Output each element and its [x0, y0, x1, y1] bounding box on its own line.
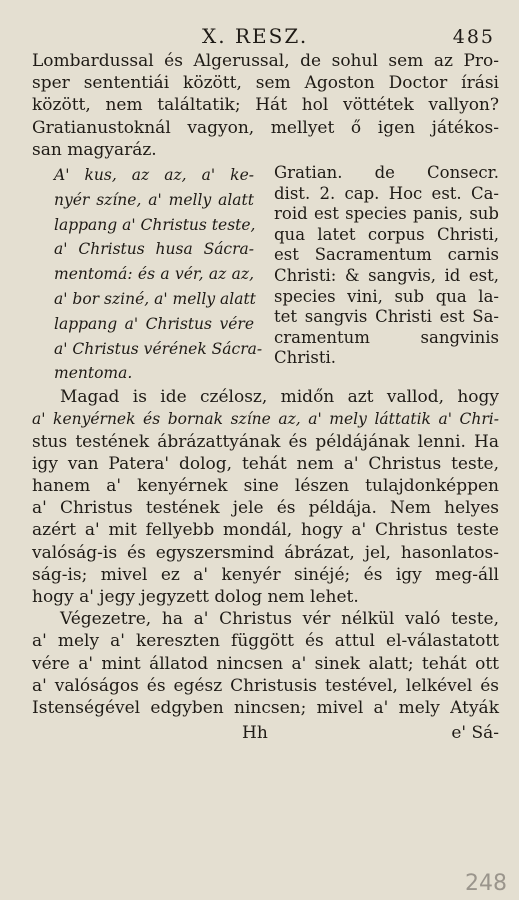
- quote-line: Gratian. de Consecr.: [274, 163, 499, 183]
- text-line: a' mely a' kereszten függött és attul el-válastatott: [32, 631, 499, 652]
- chapter-heading: X. RESZ.: [202, 24, 309, 48]
- quote-line: Christi.: [274, 348, 337, 368]
- quote-line: a' Christus vérének Sácra-: [54, 339, 263, 358]
- page-number: 485: [452, 26, 495, 48]
- body-paragraphs: [32, 386, 499, 719]
- two-column-quote: [32, 163, 499, 386]
- latin-quote-column: [254, 163, 499, 386]
- quote-line: roid est species panis, sub: [274, 204, 499, 224]
- quote-line: Christi: & sangvis, id est,: [274, 265, 499, 285]
- quote-line: qua latet corpus Christi,: [274, 224, 499, 244]
- text-line: Magad is ide czélosz, midőn azt vallod, hogy: [60, 387, 499, 408]
- text-line: Istenségével edgyben nincsen; mivel a' mely Atyák: [32, 698, 499, 719]
- quote-line: lappang a' Christus teste,: [54, 215, 256, 234]
- quote-line: dist. 2. cap. Hoc est. Ca-: [274, 183, 499, 203]
- quote-line: cramentum sangvinis: [274, 327, 499, 347]
- text-line: Gratianustoknál vagyon, mellyet ő igen játékos-: [32, 117, 499, 138]
- text-line: stus testének ábrázattyának és példájának lenni. Ha: [32, 431, 499, 452]
- quote-line: A' kus, az az, a' ke-: [54, 166, 254, 185]
- text-line: valóság-is és egyszersmind ábrázat, jel, hasonlatos-: [32, 542, 499, 563]
- text-line: san magyaráz.: [32, 139, 157, 160]
- quote-line: a' Christus husa Sácra-: [54, 240, 254, 259]
- quote-line: a' bor sziné, a' melly alatt: [54, 290, 256, 308]
- quote-line: nyér színe, a' melly alatt: [54, 190, 254, 209]
- running-header: [202, 24, 499, 48]
- text-line: a' Christus testének jele és példája. Nem helyes: [32, 498, 499, 519]
- text-line: a' valóságos és egész Christusis testével, lelkével és: [32, 675, 499, 696]
- text-line: sper sententiái között, sem Agoston Doctor írási: [32, 73, 499, 94]
- hungarian-quote-column: [32, 163, 263, 386]
- signature-mark: Hh: [242, 723, 268, 744]
- text-line: azért a' mit fellyebb mondál, hogy a' Christus teste: [32, 520, 499, 541]
- intro-paragraph: [32, 50, 499, 161]
- handwritten-number: 248: [465, 871, 507, 896]
- quote-line: species vini, sub qua la-: [274, 286, 499, 306]
- quote-line: est Sacramentum carnis: [274, 245, 499, 265]
- quote-line: mentoma.: [54, 364, 133, 383]
- text-line: hanem a' kenyérnek sine lészen tulajdonképpen: [32, 476, 499, 496]
- quote-line: mentomá: és a vér, az az,: [54, 265, 254, 284]
- catchword: e' Sá-: [451, 723, 499, 744]
- text-line: vére a' mint állatod nincsen a' sinek alatt; tehát ott: [32, 653, 499, 674]
- quote-line: tet sangvis Christi est Sa-: [274, 307, 499, 327]
- quote-line: lappang a' Christus vére: [54, 314, 254, 333]
- text-line: a' kenyérnek és bornak színe az, a' mely láttatik a' Chri-: [32, 410, 499, 429]
- text-line: Lombardussal és Algerussal, de sohul sem az Pro-: [32, 51, 499, 71]
- text-line: Végezetre, ha a' Christus vér nélkül való teste,: [60, 609, 499, 630]
- text-line: között, nem találtatik; Hát hol vöttétek vallyon?: [32, 95, 499, 116]
- page-footer: [242, 723, 499, 743]
- text-line: igy van Patera' dolog, tehát nem a' Christus teste,: [32, 453, 499, 474]
- text-line: hogy a' jegy jegyzett dolog nem lehet.: [32, 587, 359, 608]
- text-line: ság-is; mivel ez a' kenyér sinéjé; és igy meg-áll: [32, 564, 499, 585]
